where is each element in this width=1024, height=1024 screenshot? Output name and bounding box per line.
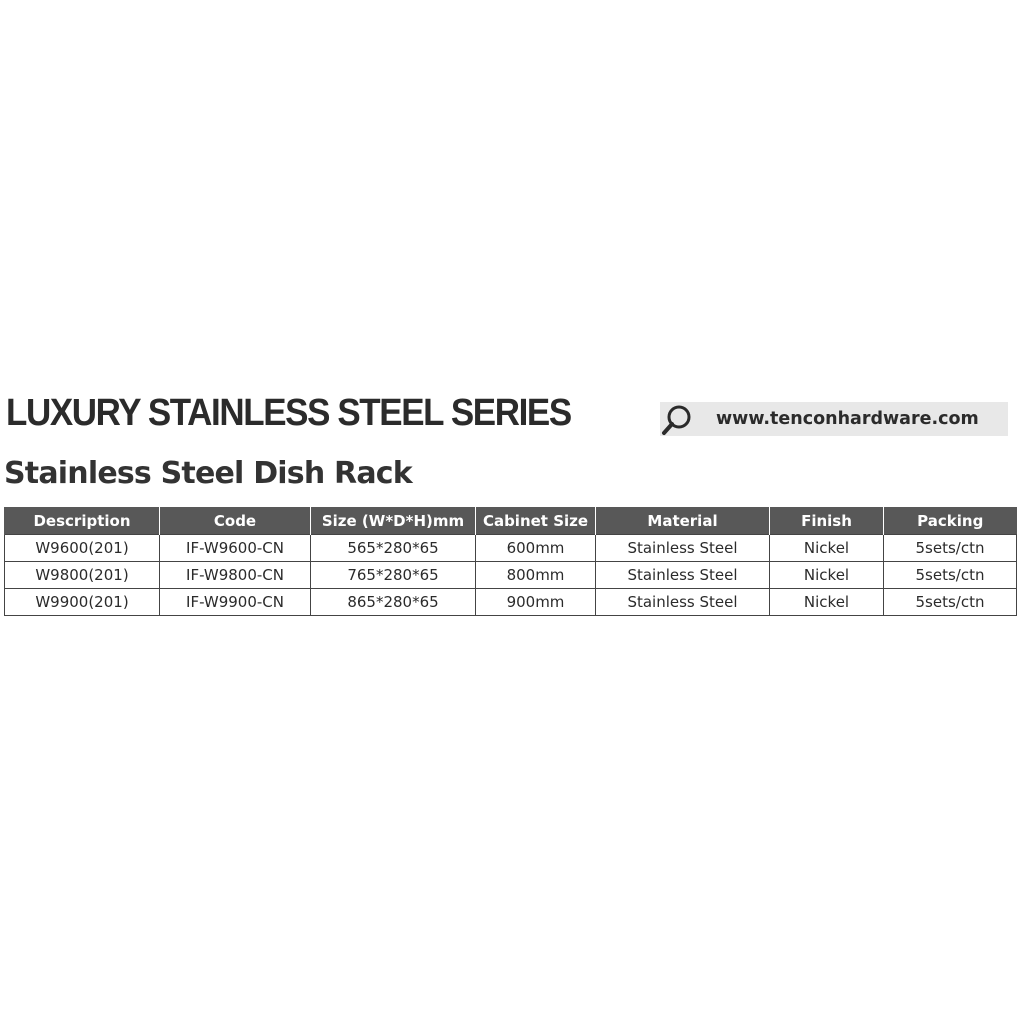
cell-finish: Nickel [770, 562, 884, 589]
cell-material: Stainless Steel [596, 562, 770, 589]
cell-material: Stainless Steel [596, 589, 770, 616]
cell-size: 865*280*65 [311, 589, 476, 616]
website-banner [660, 402, 1008, 436]
cell-description: W9600(201) [5, 535, 160, 562]
cell-description: W9900(201) [5, 589, 160, 616]
cell-code: IF-W9600-CN [160, 535, 311, 562]
cell-packing: 5sets/ctn [884, 535, 1017, 562]
cell-cabinet-size: 600mm [476, 535, 596, 562]
table-row [5, 589, 1017, 616]
cell-packing: 5sets/ctn [884, 589, 1017, 616]
table-row [5, 562, 1017, 589]
cell-code: IF-W9800-CN [160, 562, 311, 589]
spec-table [4, 507, 1017, 616]
table-row [5, 535, 1017, 562]
cell-packing: 5sets/ctn [884, 562, 1017, 589]
column-header-material: Material [596, 507, 770, 535]
column-header-packing: Packing [884, 507, 1017, 535]
cell-size: 565*280*65 [311, 535, 476, 562]
column-header-cabinet-size: Cabinet Size [476, 507, 596, 535]
table-header-row [5, 507, 1017, 535]
website-url[interactable]: www.tenconhardware.com [716, 409, 979, 429]
column-header-description: Description [5, 507, 160, 535]
column-header-code: Code [160, 507, 311, 535]
column-header-size: Size (W*D*H)mm [311, 507, 476, 535]
search-icon [660, 402, 696, 438]
cell-cabinet-size: 900mm [476, 589, 596, 616]
product-title: Stainless Steel Dish Rack [4, 456, 412, 491]
cell-size: 765*280*65 [311, 562, 476, 589]
cell-cabinet-size: 800mm [476, 562, 596, 589]
cell-code: IF-W9900-CN [160, 589, 311, 616]
cell-finish: Nickel [770, 589, 884, 616]
column-header-finish: Finish [770, 507, 884, 535]
series-title: LUXURY STAINLESS STEEL SERIES [6, 392, 571, 434]
cell-material: Stainless Steel [596, 535, 770, 562]
cell-finish: Nickel [770, 535, 884, 562]
cell-description: W9800(201) [5, 562, 160, 589]
